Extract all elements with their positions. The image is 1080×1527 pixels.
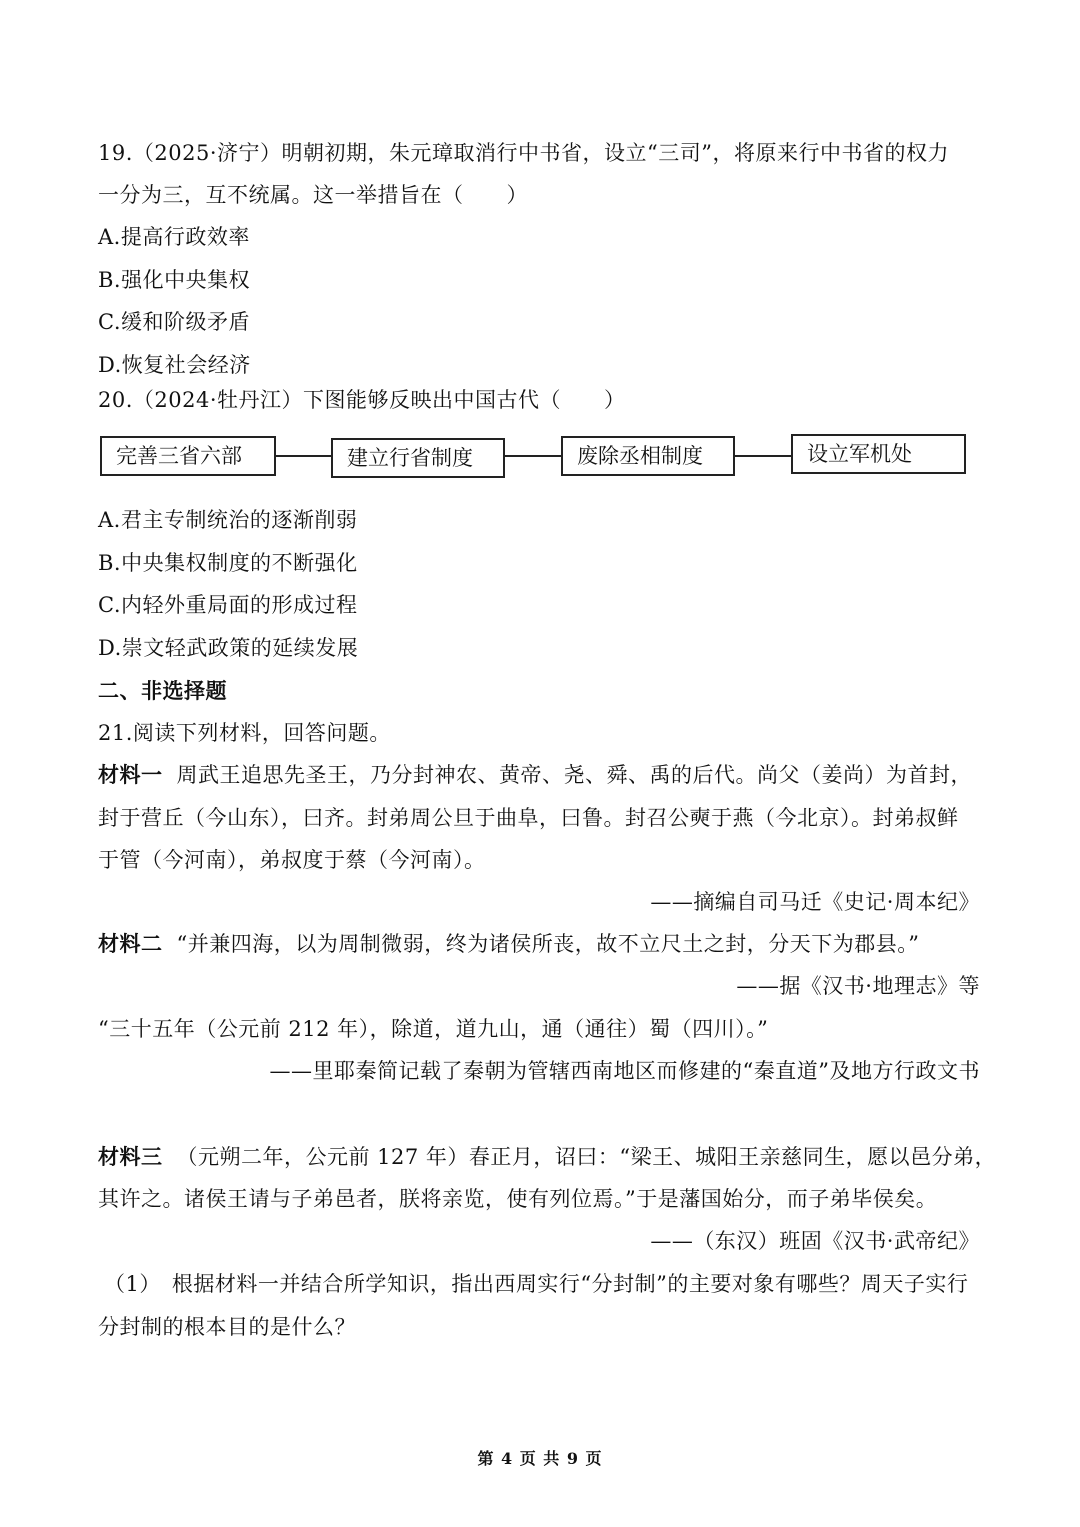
flow-connector-1 [276,455,331,457]
q21-stem: 21.阅读下列材料，回答问题。 [98,721,391,745]
material-1-line2: 封于营丘（今山东），曰齐。封弟周公旦于曲阜，曰鲁。封召公奭于燕（今北京）。封弟叔鲜 [98,806,959,830]
material-2-text1: “并兼四海，以为周制微弱，终为诸侯所丧，故不立尺土之封，分天下为郡县。” [176,932,920,956]
q19-stem-line1: 19.（2025·济宁）明朝初期，朱元璋取消行中书省，设立“三司”，将原来行中书省的权力 [98,141,949,165]
flow-box-1: 完善三省六部 [100,436,276,476]
flow-box-4: 设立军机处 [791,434,966,474]
page-footer: 第 4 页 共 9 页 [477,1449,603,1468]
material-3-text1: （元朔二年，公元前 127 年）春正月，诏曰：“梁王、城阳王亲慈同生，愿以邑分弟， [176,1145,997,1169]
q19-option-c: C.缓和阶级矛盾 [98,310,250,334]
material-3-label: 材料三 [98,1144,163,1169]
flow-box-2: 建立行省制度 [331,438,505,478]
material-2-line2: “三十五年（公元前 212 年），除道，道九山，通（通往）蜀（四川）。” [98,1017,769,1041]
q20-option-d: D.崇文轻武政策的延续发展 [98,636,359,660]
material-1-source: ——摘编自司马迁《史记·周本纪》 [650,890,980,914]
q19-option-a: A.提高行政效率 [98,225,250,249]
q21-sub1-line2: 分封制的根本目的是什么？ [98,1315,356,1339]
q20-flow-diagram [100,433,970,481]
flow-connector-2 [505,455,561,457]
material-2-source1: ——据《汉书·地理志》等 [736,974,980,998]
q19-stem-line2: 一分为三，互不统属。这一举措旨在（ ） [98,183,528,207]
q20-option-c: C.内轻外重局面的形成过程 [98,593,358,617]
flow-connector-3 [735,455,791,457]
material-2-source2: ——里耶秦简记载了秦朝为管辖西南地区而修建的“秦直道”及地方行政文书 [269,1059,980,1083]
material-1-line3: 于管（今河南），弟叔度于蔡（今河南）。 [98,848,486,872]
q20-option-b: B.中央集权制度的不断强化 [98,551,358,575]
material-2-label: 材料二 [98,931,163,956]
q19-option-d: D.恢复社会经济 [98,353,251,377]
material-3-line2: 其许之。诸侯王请与子弟邑者，朕将亲览，使有列位焉。”于是藩国始分，而子弟毕侯矣。 [98,1187,938,1211]
material-2-line1 [98,929,919,959]
flow-box-3: 废除丞相制度 [561,436,735,476]
q21-sub1-line1: （1） 根据材料一并结合所学知识，指出西周实行“分封制”的主要对象有哪些？周天子实行 [104,1272,969,1296]
material-1-text1: 周武王追思先圣王，乃分封神农、黄帝、尧、舜、禹的后代。尚父（姜尚）为首封， [176,763,972,787]
material-3-line1 [98,1142,996,1172]
q20-option-a: A.君主专制统治的逐渐削弱 [98,508,358,532]
q20-stem: 20.（2024·牡丹江）下图能够反映出中国古代（ ） [98,388,626,412]
material-1-label: 材料一 [98,762,163,787]
q19-option-b: B.强化中央集权 [98,268,251,292]
material-3-source: ——（东汉）班固《汉书·武帝纪》 [650,1229,980,1253]
material-1-line1 [98,760,972,790]
section-heading: 二、非选择题 [98,678,227,703]
